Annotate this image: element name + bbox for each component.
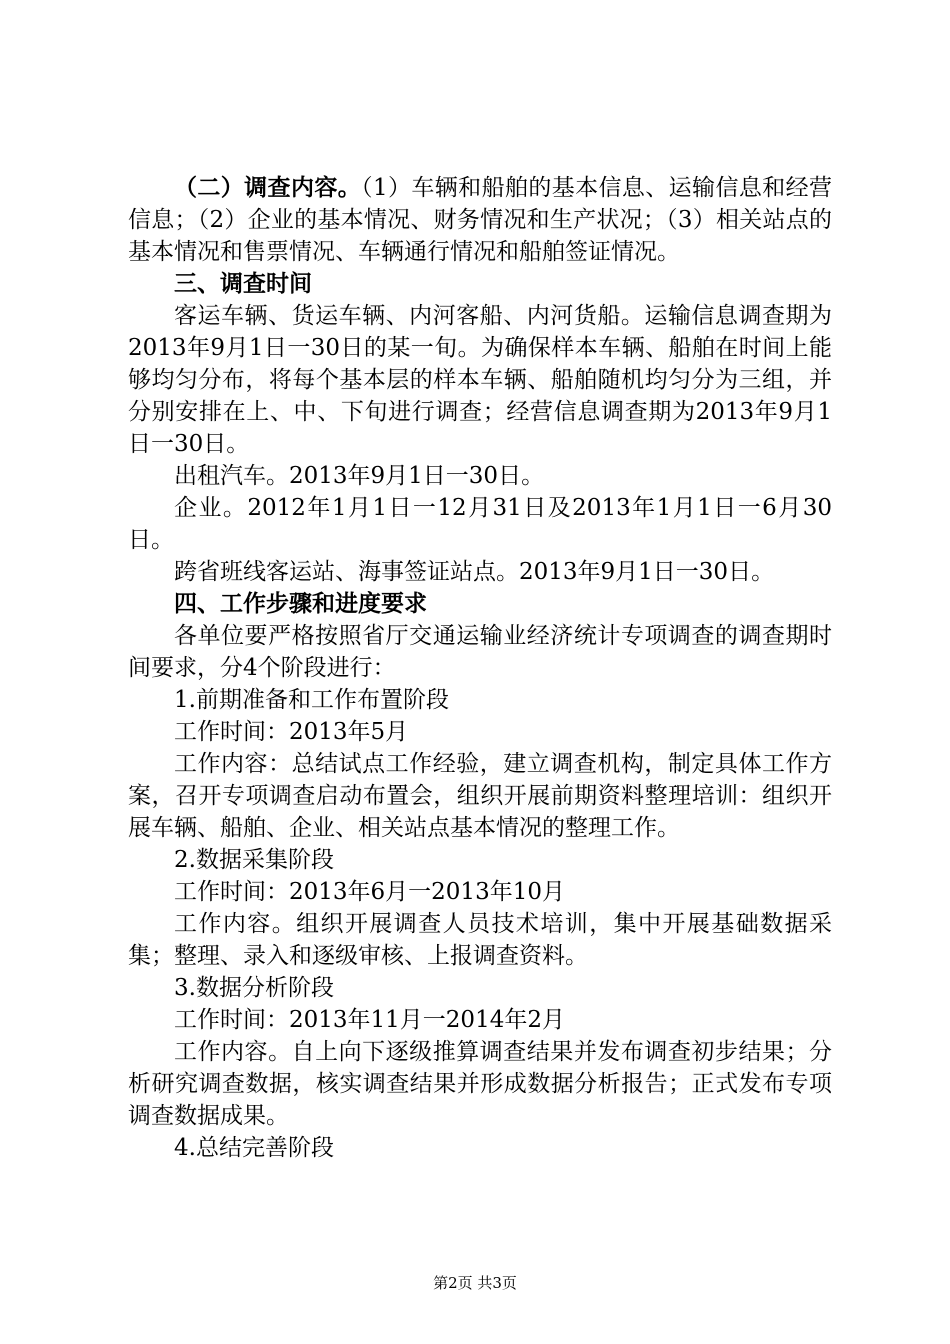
stage-1-time: 工作时间：2013年5月 — [174, 719, 409, 745]
stage-3-title: 3.数据分析阶段 — [174, 975, 334, 1001]
heading-work-steps: 四、工作步骤和进度要求 — [174, 590, 427, 617]
stage-2-title: 2.数据采集阶段 — [174, 847, 334, 873]
stage-1-content: 工作内容：总结试点工作经验，建立调查机构，制定具体工作方案，召开专项调查启动布置会，组织开展前期资料整理培训：组织开展车辆、船舶、企业、相关站点基本情况的整理工作。 — [128, 751, 832, 841]
stage-4-title: 4.总结完善阶段 — [174, 1135, 334, 1161]
stage-3-content: 工作内容。自上向下逐级推算调查结果并发布调查初步结果；分析研究调查数据，核实调查结果并形成数据分析报告；正式发布专项调查数据成果。 — [128, 1039, 832, 1129]
stage-2-time: 工作时间：2013年6月一2013年10月 — [174, 879, 565, 905]
paragraph-text: （1）车辆和船舶的基本信息、运输信息和经营信息；（2）企业的基本情况、财务情况和生产状况；（3）相关站点的基本情况和售票情况、车辆通行情况和船舶签证情况。 — [128, 175, 832, 265]
stage-2-content: 工作内容。组织开展调查人员技术培训，集中开展基础数据采集；整理、录入和逐级审核、上报调查资料。 — [128, 911, 832, 969]
paragraph-vehicles-ships: 客运车辆、货运车辆、内河客船、内河货船。运输信息调查期为2013年9月1日一30日的某一旬。为确保样本车辆、船舶在时间上能够均匀分布，将每个基本层的样本车辆、船舶随机均匀分为三组，并分别安排在上、中、下旬进行调查；经营信息调查期为2013年9月1日一30日。 — [128, 303, 832, 457]
paragraph-taxi: 出租汽车。2013年9月1日一30日。 — [174, 463, 545, 489]
paragraph-enterprise: 企业。2012年1月1日一12月31日及2013年1月1日一6月30日。 — [128, 495, 832, 553]
document-body — [128, 172, 832, 1164]
stage-3-time: 工作时间：2013年11月一2014年2月 — [174, 1007, 565, 1033]
paragraph-stations: 跨省班线客运站、海事签证站点。2013年9月1日一30日。 — [174, 559, 775, 585]
section-label: （二）调查内容。 — [174, 174, 362, 201]
stage-1-title: 1.前期准备和工作布置阶段 — [174, 687, 449, 713]
page-footer: 第2页 共3页 — [433, 1274, 517, 1292]
heading-survey-time: 三、调查时间 — [174, 270, 312, 297]
paragraph-stages-intro: 各单位要严格按照省厅交通运输业经济统计专项调查的调查期时间要求，分4个阶段进行： — [128, 623, 832, 681]
paragraph-survey-content — [128, 172, 832, 268]
